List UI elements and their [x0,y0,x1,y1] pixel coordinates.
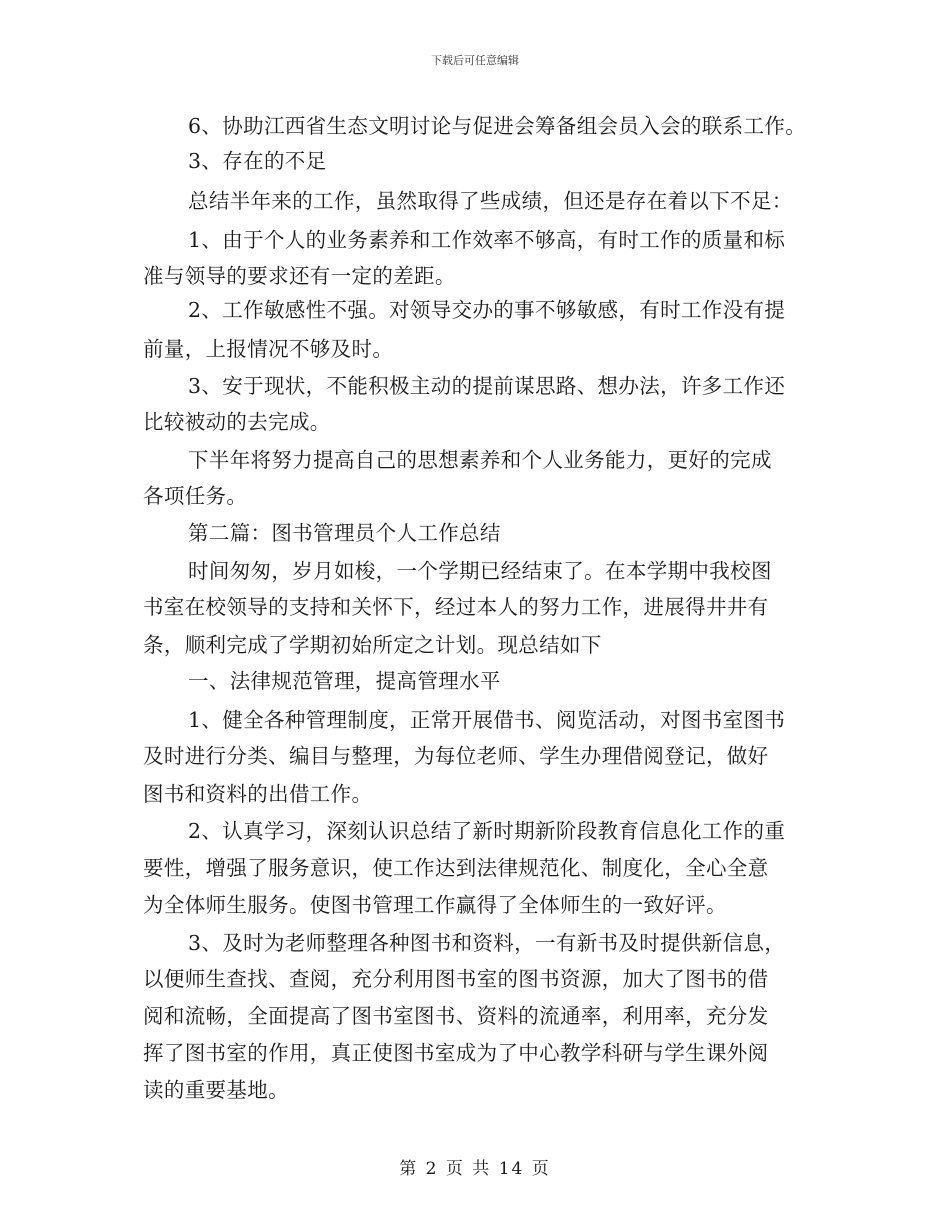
paragraph-line: 书室在校领导的支持和关怀下，经过本人的努力工作，进展得井井有 [143,595,769,619]
paragraph-line: 以便师生查找、查阅，充分利用图书室的图书资源，加大了图书的借 [143,967,769,991]
paragraph-line: 时间匆匆，岁月如梭，一个学期已经结束了。在本学期中我校图 [188,559,772,583]
paragraph-line: 2、工作敏感性不强。对领导交办的事不够敏感，有时工作没有提 [188,298,786,322]
page-footer: 第 2 页 共 14 页 [399,1159,551,1179]
page-header: 下载后可任意编辑 [431,54,519,67]
paragraph-line: 3、及时为老师整理各种图书和资料，一有新书及时提供新信息， [188,931,786,955]
paragraph-line: 阅和流畅，全面提高了图书室图书、资料的流通率，利用率，充分发 [143,1004,769,1028]
paragraph-line: 总结半年来的工作，虽然取得了些成绩，但还是存在着以下不足： [188,189,793,213]
paragraph-line: 图书和资料的出借工作。 [143,782,373,806]
paragraph-line: 挥了图书室的作用，真正使图书室成为了中心教学科研与学生课外阅 [143,1041,769,1065]
paragraph-line: 3、安于现状，不能积极主动的提前谋思路、想办法，许多工作还 [188,374,786,398]
paragraph-line: 比较被动的去完成。 [143,410,331,434]
paragraph-line: 3、存在的不足 [188,149,327,173]
paragraph-line: 一、法律规范管理，提高管理水平 [188,669,501,693]
paragraph-line: 为全体师生服务。使图书管理工作赢得了全体师生的一致好评。 [143,893,727,917]
paragraph-line: 及时进行分类、编目与整理，为每位老师、学生办理借阅登记，做好 [143,744,769,768]
paragraph-line: 6、协助江西省生态文明讨论与促进会筹备组会员入会的联系工作。 [188,114,807,138]
paragraph-line: 1、健全各种管理制度，正常开展借书、阅览活动，对图书室图书 [188,708,786,732]
paragraph-line: 各项任务。 [143,484,248,508]
paragraph-line: 1、由于个人的业务素养和工作效率不够高，有时工作的质量和标 [188,228,786,252]
paragraph-line: 前量，上报情况不够及时。 [143,337,394,361]
paragraph-line: 下半年将努力提高自己的思想素养和个人业务能力，更好的完成 [188,448,772,472]
paragraph-line: 条，顺利完成了学期初始所定之计划。现总结如下 [143,633,602,657]
paragraph-line: 要性，增强了服务意识，使工作达到法律规范化、制度化，全心全意 [143,856,769,880]
paragraph-line: 2、认真学习，深刻认识总结了新时期新阶段教育信息化工作的重 [188,819,786,843]
paragraph-line: 准与领导的要求还有一定的差距。 [143,264,456,288]
paragraph-line: 第二篇：图书管理员个人工作总结 [188,521,501,545]
paragraph-line: 读的重要基地。 [143,1078,289,1102]
